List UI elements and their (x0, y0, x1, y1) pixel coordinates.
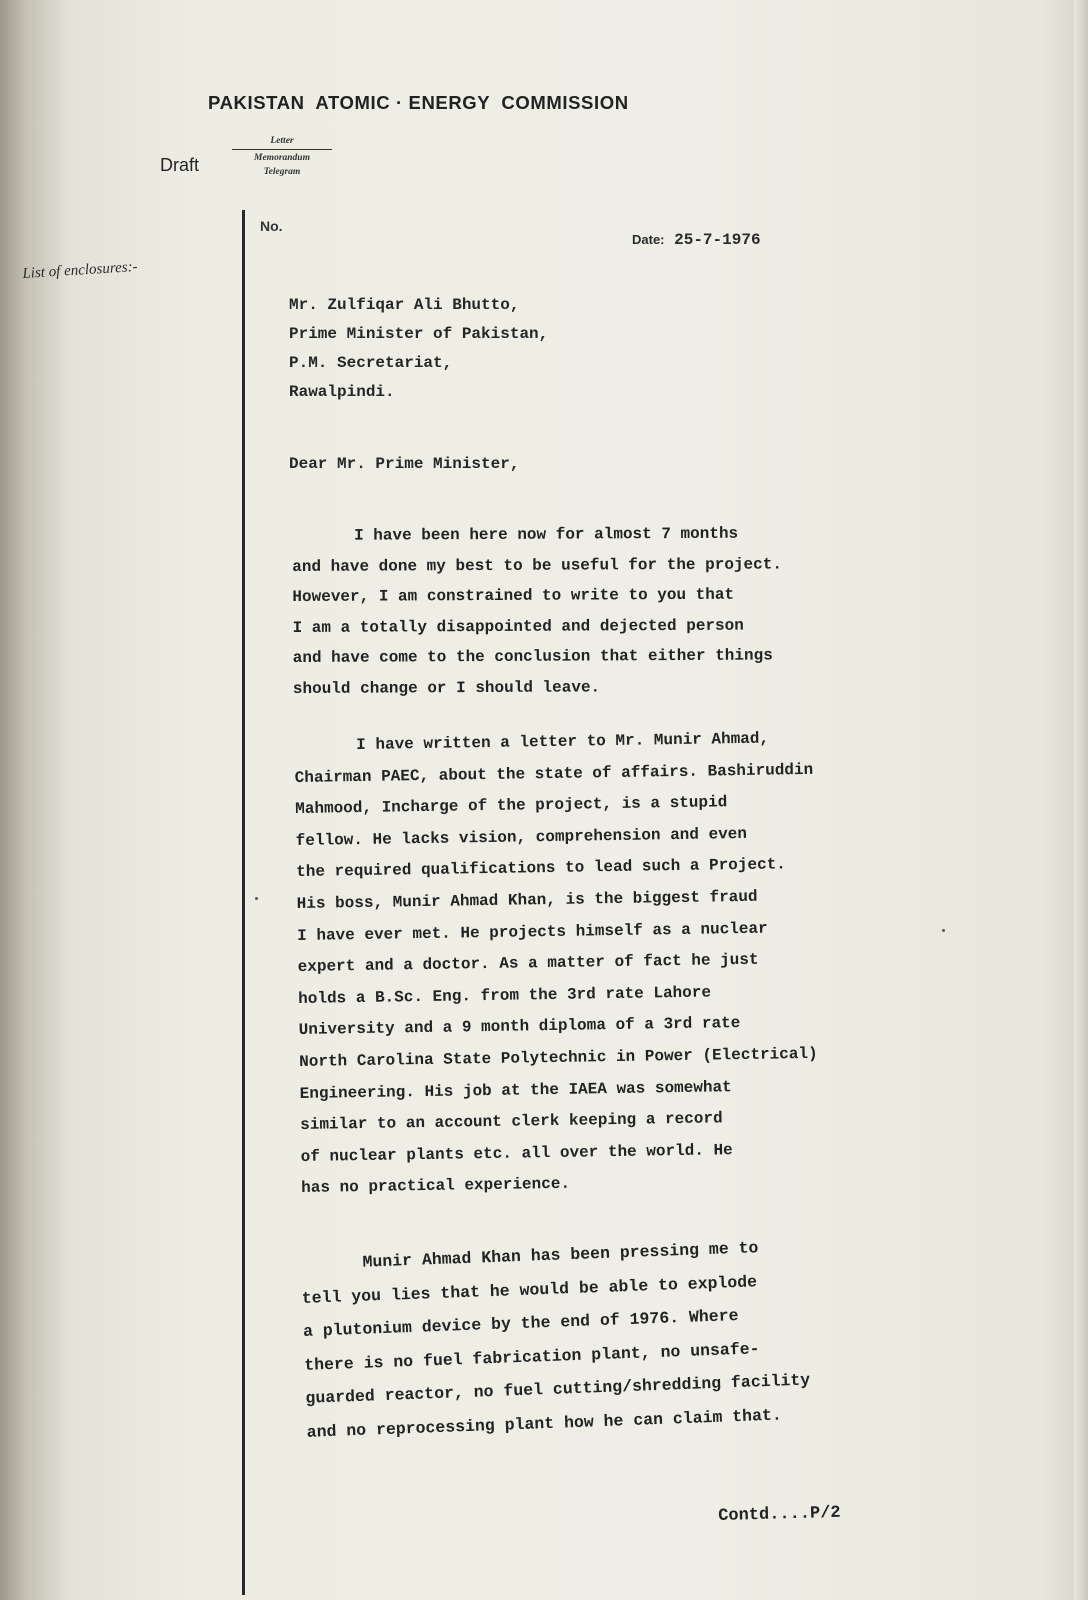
paragraph-line: Engineering. His job at the IAEA was somewhat (299, 1077, 732, 1103)
salutation: Dear Mr. Prime Minister, (289, 455, 520, 473)
paragraph-line: However, I am constrained to write to you that (292, 585, 735, 606)
paragraph-line: Chairman PAEC, about the state of affairs. Bashiruddin (294, 760, 814, 787)
paragraph-line: of nuclear plants etc. all over the world. He (300, 1140, 733, 1166)
date-value: 25-7-1976 (674, 231, 761, 249)
paragraph-line: the required qualifications to lead such a Project. (296, 855, 786, 882)
paragraph-line: a plutonium device by the end of 1976. Where (302, 1305, 739, 1341)
paragraph-line: North Carolina State Polytechnic in Power (Electrical) (299, 1044, 818, 1071)
ink-speck (255, 897, 258, 900)
continuation-note: Contd....P/2 (718, 1503, 841, 1526)
form-type-memorandum: Memorandum (254, 153, 310, 163)
paragraph-line: expert and a doctor. As a matter of fact he just (297, 950, 759, 977)
paragraph-3 (300, 1229, 812, 1448)
paragraph-line: holds a B.Sc. Eng. from the 3rd rate Lahore (298, 983, 712, 1008)
form-type-letter: Letter (270, 136, 294, 146)
addressee-block (289, 291, 548, 407)
paragraph-2 (294, 723, 820, 1205)
paragraph-line: Mahmood, Incharge of the project, is a stupid (295, 793, 728, 819)
paragraph-line: I have ever met. He projects himself as a nuclear (297, 919, 768, 945)
draft-label: Draft (160, 155, 200, 175)
paragraph-line: should change or I should leave. (292, 677, 601, 698)
addressee-line: Mr. Zulfiqar Ali Bhutto, (289, 296, 520, 314)
paragraph-line: guarded reactor, no fuel cutting/shredding facility (305, 1370, 811, 1408)
paragraph-line: I am a totally disappointed and dejected person (292, 616, 744, 637)
organization-heading: PAKISTAN ATOMIC · ENERGY COMMISSION (208, 92, 629, 113)
form-type-telegram: Telegram (263, 167, 301, 177)
form-type-divider (232, 149, 332, 150)
paragraph-line: and have done my best to be useful for the project. (292, 554, 782, 576)
paragraph-line: similar to an account clerk keeping a record (300, 1109, 723, 1135)
addressee-line: P.M. Secretariat, (289, 354, 453, 372)
paragraph-line: University and a 9 month diploma of a 3rd rate (298, 1014, 741, 1040)
addressee-line: Prime Minister of Pakistan, (289, 325, 549, 343)
enclosures-label: List of enclosures:- (22, 258, 139, 282)
addressee-line: Rawalpindi. (289, 383, 395, 401)
form-type-selector (232, 134, 332, 179)
reference-number-label: No. (260, 218, 283, 234)
paragraph-1 (292, 518, 783, 704)
page-edge-shadow (1074, 0, 1088, 1600)
ink-speck (942, 929, 945, 932)
paragraph-line: and no reprocessing plant how he can claim that. (306, 1404, 783, 1442)
date-line (632, 231, 761, 249)
paragraph-line: Munir Ahmad Khan has been pressing me to (362, 1238, 759, 1272)
paragraph-line: His boss, Munir Ahmad Khan, is the biggest fraud (296, 887, 758, 913)
paragraph-line: tell you lies that he would be able to explode (301, 1271, 758, 1308)
paragraph-line: has no practical experience. (301, 1175, 571, 1198)
paragraph-line: there is no fuel fabrication plant, no unsafe- (303, 1338, 760, 1375)
paragraph-line: fellow. He lacks vision, comprehension and even (295, 824, 748, 850)
paragraph-line: I have written a letter to Mr. Munir Ahmad, (356, 729, 770, 755)
paragraph-line: and have come to the conclusion that either things (292, 646, 773, 667)
date-label: Date: (632, 232, 665, 247)
margin-rule (242, 210, 245, 1595)
paragraph-line: I have been here now for almost 7 months (354, 524, 739, 545)
